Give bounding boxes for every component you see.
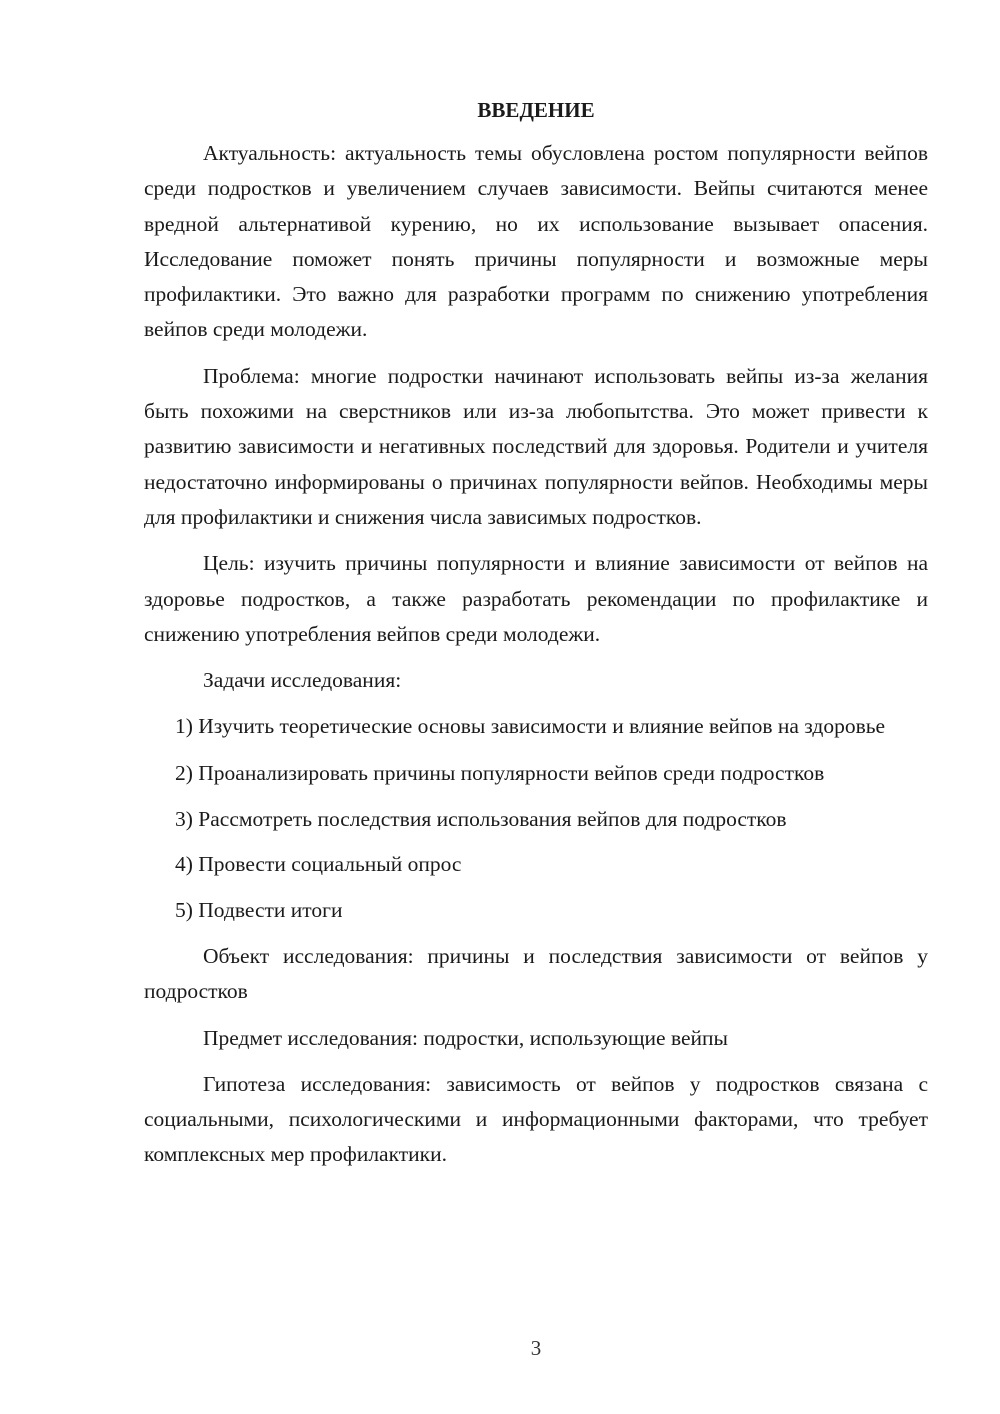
- task-item-4: 4) Провести социальный опрос: [175, 852, 462, 877]
- task-item-3: 3) Рассмотреть последствия использования вейпов для подростков: [175, 807, 787, 832]
- task-item-1: 1) Изучить теоретические основы зависимости и влияние вейпов на здоровье: [175, 714, 886, 739]
- page-number: 3: [530, 1336, 542, 1360]
- paragraph-tasks-heading: Задачи исследования:: [203, 668, 402, 693]
- paragraph-hypothesis: Гипотеза исследования: зависимость от вейпов у подростков связана с социальными, психологическими и информационными факторами, что требует комплексных мер профилактики.: [144, 1071, 928, 1167]
- paragraph-object: Объект исследования: причины и последствия зависимости от вейпов у подростков: [144, 943, 928, 1004]
- paragraph-problem: Проблема: многие подростки начинают использовать вейпы из-за желания быть похожими на сверстников или из-за любопытства. Это может привести к развитию зависимости и негативных последствий для здоровья. Родители и учителя недостаточно информированы о причинах популярности вейпов. Необходимы меры для профилактики и снижения числа зависимых подростков.: [144, 363, 928, 529]
- paragraph-goal: Цель: изучить причины популярности и влияние зависимости от вейпов на здоровье подростков, а также разработать рекомендации по профилактике и снижению употребления вейпов среди молодежи.: [144, 551, 928, 646]
- paragraph-subject: Предмет исследования: подростки, использующие вейпы: [203, 1025, 728, 1050]
- section-title: ВВЕДЕНИЕ: [477, 98, 595, 122]
- task-item-2: 2) Проанализировать причины популярности вейпов среди подростков: [175, 760, 825, 785]
- task-item-5: 5) Подвести итоги: [175, 897, 343, 922]
- paragraph-relevance: Актуальность: актуальность темы обусловлена ростом популярности вейпов среди подростков и увеличением случаев зависимости. Вейпы считаются менее вредной альтернативой курению, но их использование вызывает опасения. Исследование поможет понять причины популярности и возможные меры профилактики. Это важно для разработки программ по снижению употребления вейпов среди молодежи.: [144, 141, 928, 342]
- page-body: [144, 93, 928, 1173]
